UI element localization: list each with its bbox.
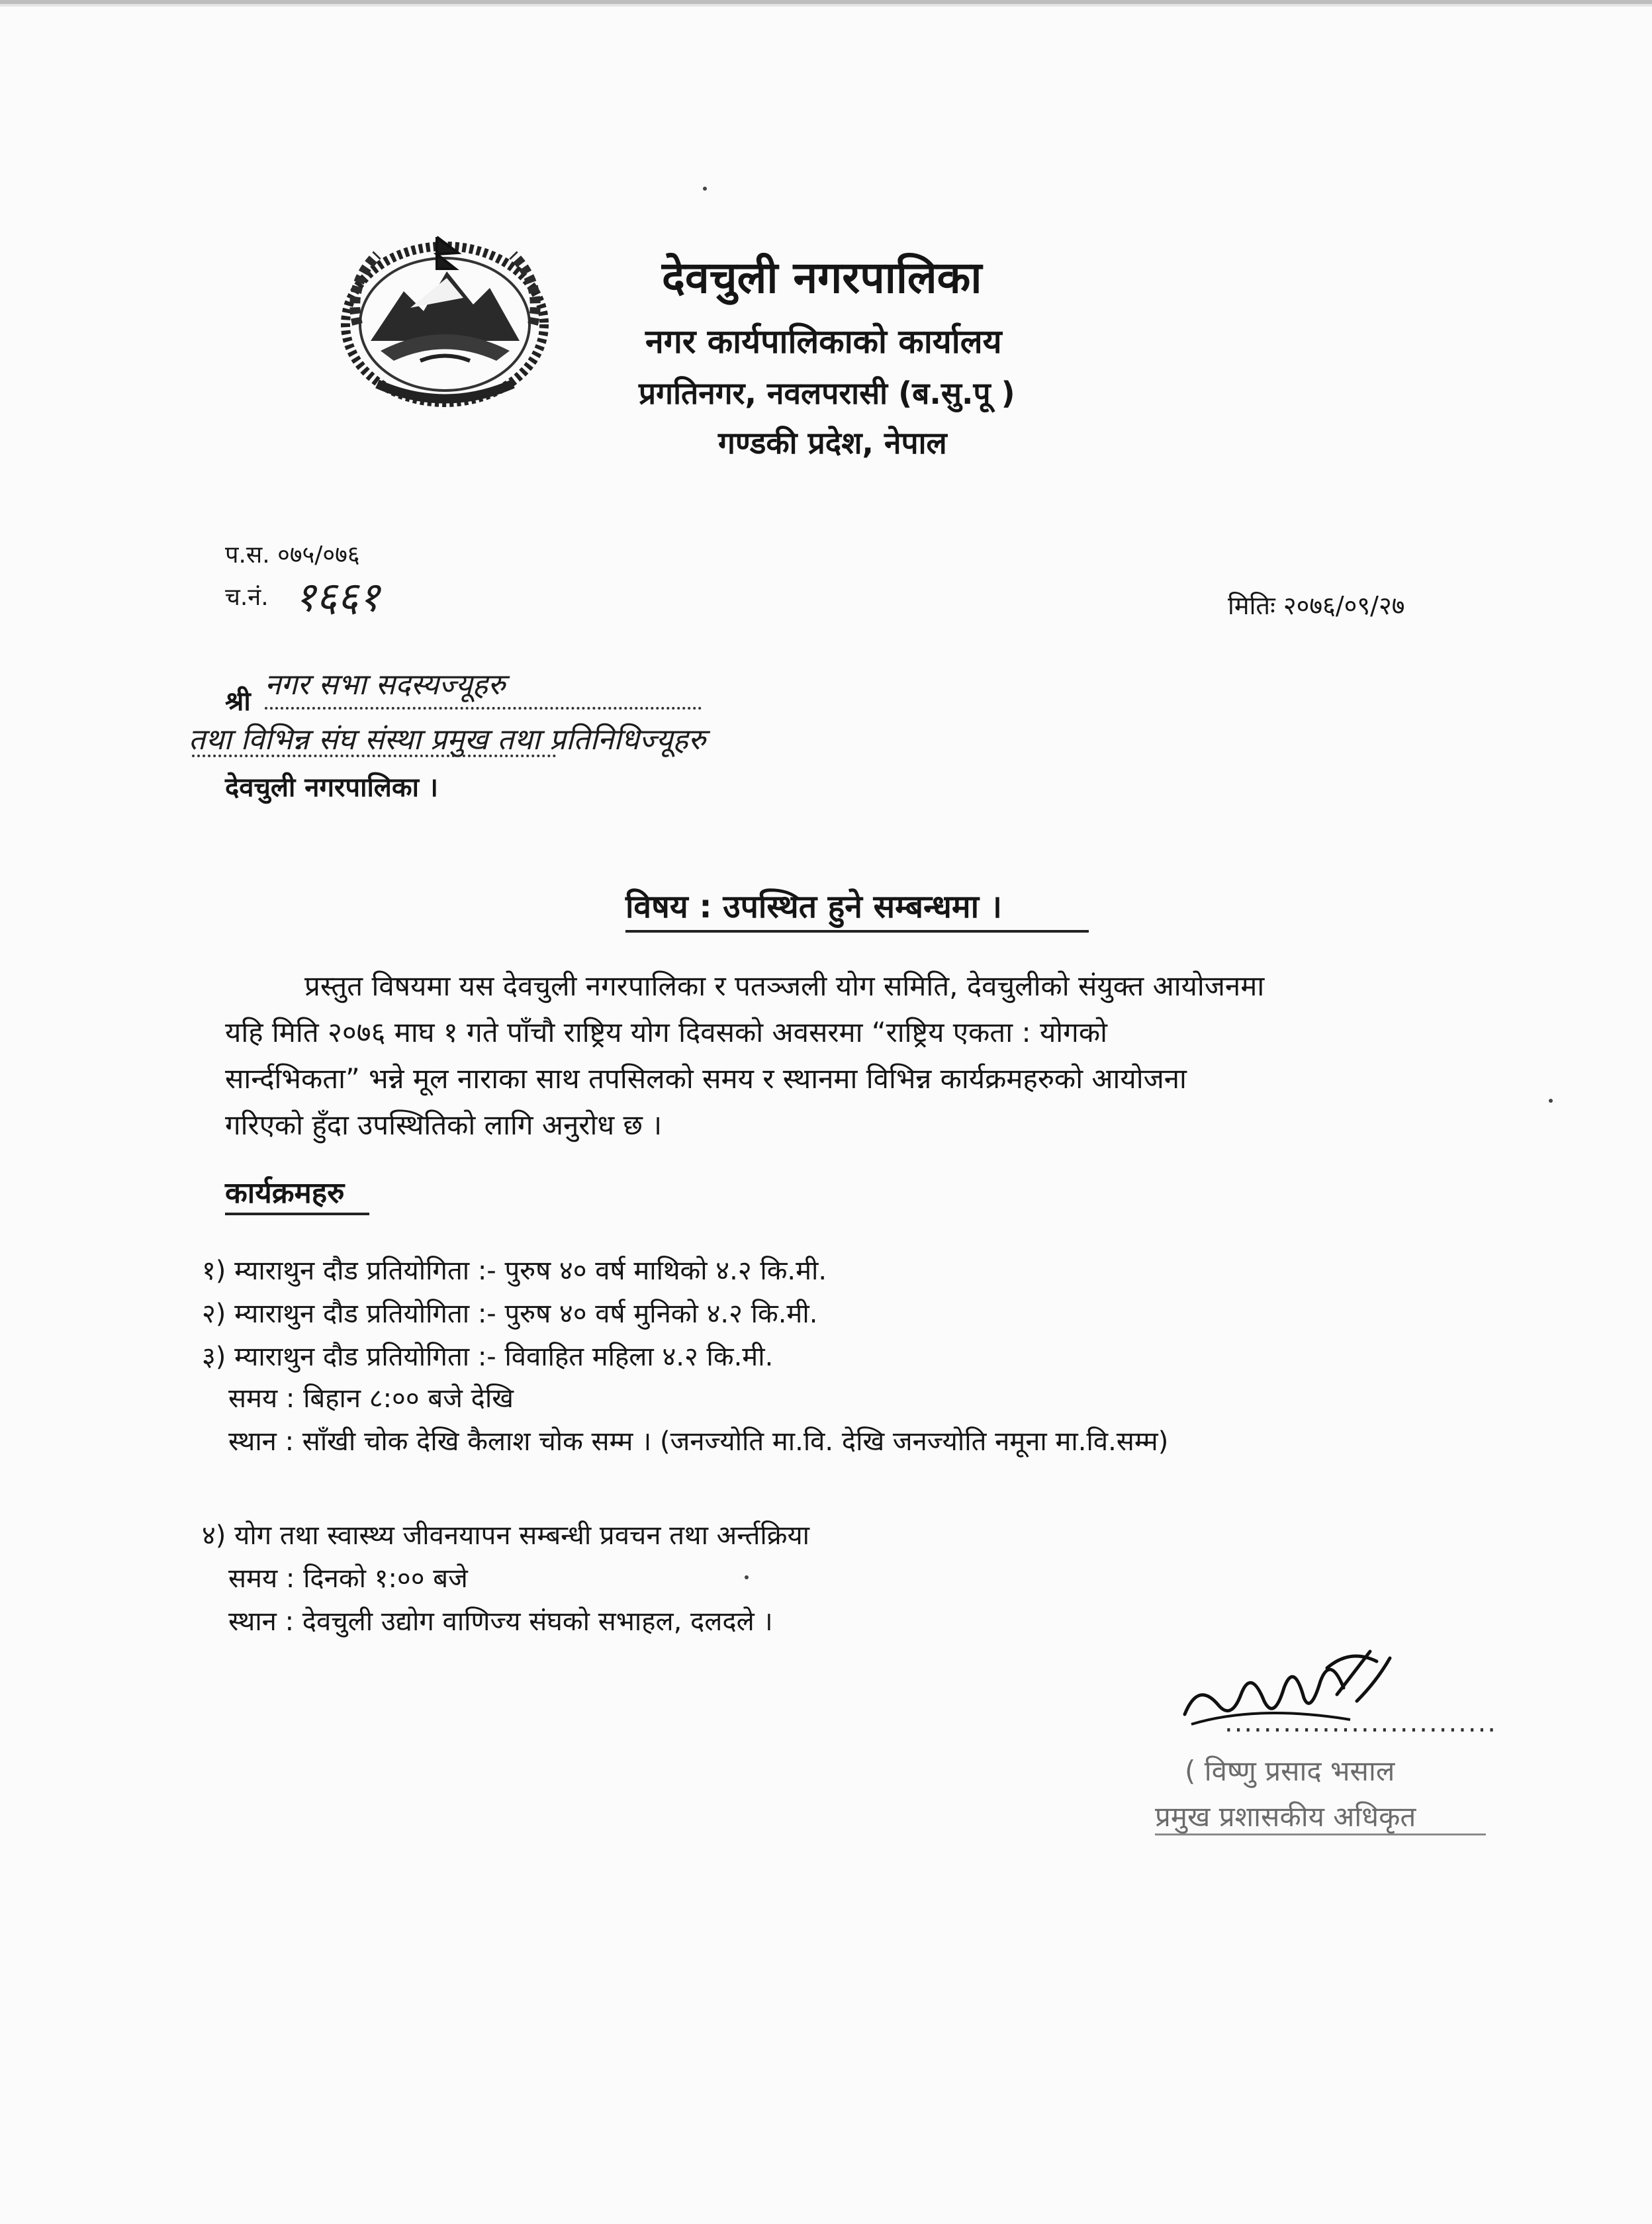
letter-date: मितिः २०७६/०९/२७ xyxy=(1228,591,1405,620)
recipient-dotted-line-2 xyxy=(192,755,556,757)
body-line: यहि मिति २०७६ माघ १ गते पाँचौ राष्ट्रिय योग दिवसको अवसरमा “राष्ट्रिय एकता : योगको xyxy=(225,1016,1107,1048)
scan-speck xyxy=(1549,1099,1553,1103)
program-item-3: ३) म्याराथुन दौड प्रतियोगिता :- विवाहित महिला ४.२ कि.मी. xyxy=(202,1342,774,1372)
recipient-line-2: तथा विभिन्न संघ संस्था प्रमुख तथा प्रतिनिधिज्यूहरु xyxy=(189,723,706,757)
scan-speck xyxy=(703,187,707,191)
stamp-underline xyxy=(1155,1833,1486,1835)
recipient-dotted-line-1 xyxy=(265,707,702,710)
dispatch-label: च.नं. xyxy=(225,584,269,611)
government-emblem-icon xyxy=(331,225,559,414)
municipality-name: देवचुली नगरपालिका xyxy=(662,252,982,303)
signatory-title-stamp: प्रमुख प्रशासकीय अधिकृत xyxy=(1155,1800,1416,1833)
signatory-name-stamp: ( विष्णु प्रसाद भसाल xyxy=(1185,1755,1395,1787)
programs-heading-underline xyxy=(225,1213,369,1215)
body-line: गरिएको हुँदा उपस्थितिको लागि अनुरोध छ । xyxy=(225,1109,663,1141)
programs-heading: कार्यक्रमहरु xyxy=(225,1176,345,1210)
body-paragraph xyxy=(225,963,1509,1148)
program-item-2: २) म्याराथुन दौड प्रतियोगिता :- पुरुष ४० वर्ष मुनिको ४.२ कि.मी. xyxy=(202,1299,818,1329)
program-venue-2: स्थान : देवचुली उद्योग वाणिज्य संघको सभाहल, दलदले । xyxy=(228,1606,773,1637)
program-item-1: १) म्याराथुन दौड प्रतियोगिता :- पुरुष ४० वर्ष माथिको ४.२ कि.मी. xyxy=(202,1256,827,1286)
scan-speck xyxy=(745,1575,749,1579)
signature-dotted-line: ............................ xyxy=(1224,1708,1498,1738)
program-item-4: ४) योग तथा स्वास्थ्य जीवनयापन सम्बन्धी प्रवचन तथा अर्न्तक्रिया xyxy=(202,1520,810,1551)
letter-subject: विषय : उपस्थित हुने सम्बन्धमा । xyxy=(625,888,1002,925)
office-province: गण्डकी प्रदेश, नेपाल xyxy=(718,425,947,461)
recipient-place: देवचुली नगरपालिका । xyxy=(225,772,439,803)
body-line: प्रस्तुत विषयमा यस देवचुली नगरपालिका र पतञ्जली योग समिति, देवचुलीको संयुक्त आयोजनमा xyxy=(304,970,1265,1002)
program-time-1: समय : बिहान ८:०० बजे देखि xyxy=(228,1383,514,1414)
subject-underline xyxy=(625,930,1089,933)
scan-border-shadow xyxy=(0,4,1652,7)
office-name: नगर कार्यपालिकाको कार्यालय xyxy=(645,322,1002,361)
body-line: सार्न्दभिकता” भन्ने मूल नाराका साथ तपसिलको समय र स्थानमा विभिन्न कार्यक्रमहरुको आयोजना xyxy=(225,1062,1187,1095)
dispatch-number: १६६१ xyxy=(295,573,380,621)
recipient-honorific: श्री xyxy=(225,686,251,717)
program-venue-1: स्थान : साँखी चोक देखि कैलाश चोक सम्म । (जनज्योति मा.वि. देखि जनज्योति नमूना मा.वि.सम्म) xyxy=(228,1426,1169,1457)
fiscal-year: प.स. ०७५/०७६ xyxy=(225,541,360,569)
recipient-line-1: नगर सभा सदस्यज्यूहरु xyxy=(265,668,506,702)
office-address: प्रगतिनगर, नवलपरासी (ब.सु.पू ) xyxy=(639,375,1015,411)
program-time-2: समय : दिनको १:०० बजे xyxy=(228,1563,468,1594)
